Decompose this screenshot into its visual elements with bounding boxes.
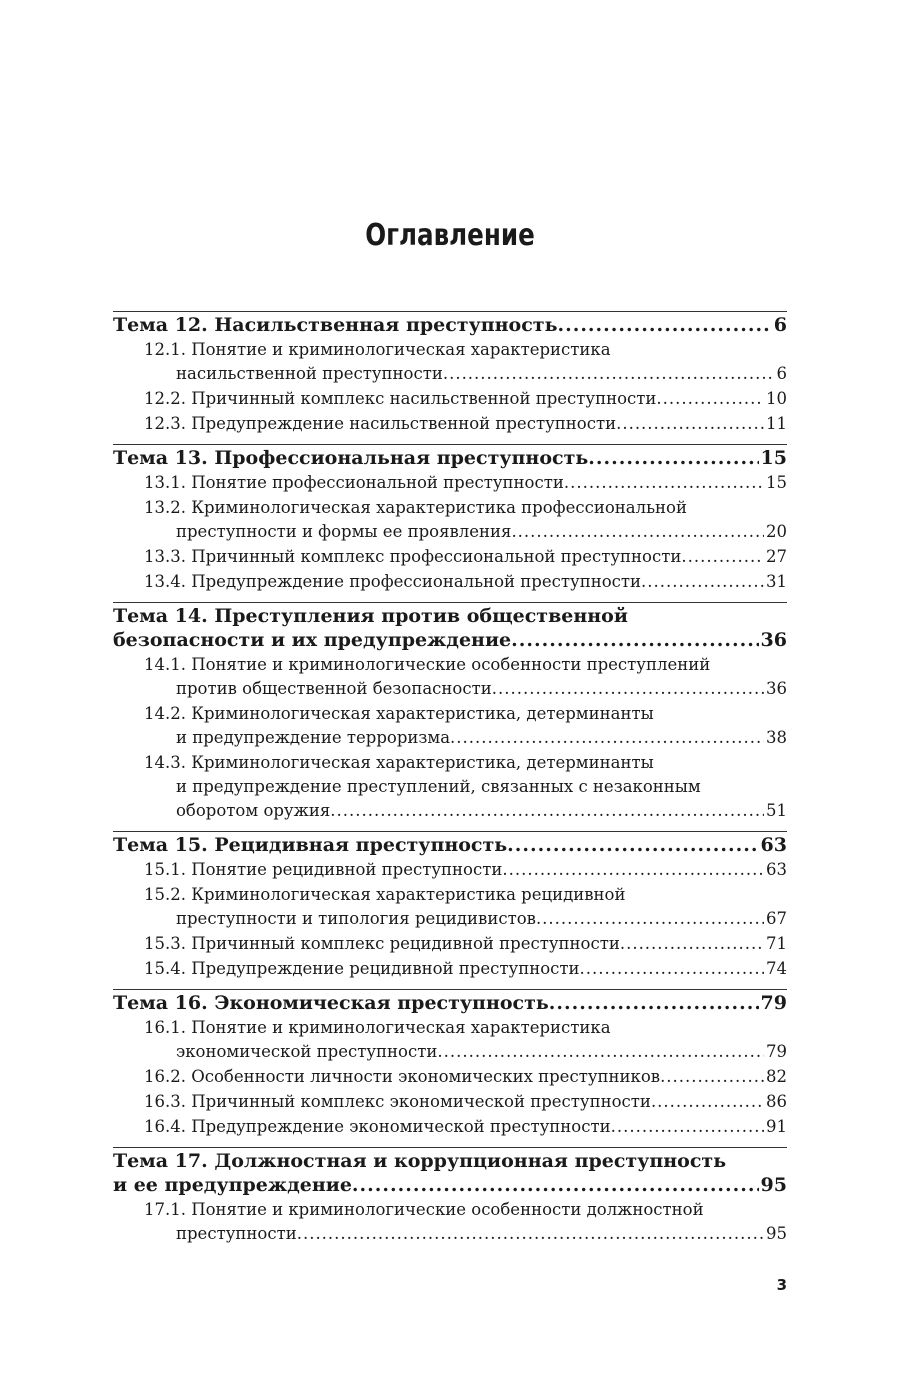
dot-leader <box>620 932 764 956</box>
dot-leader <box>437 1040 764 1064</box>
toc-page-number: 51 <box>766 801 787 820</box>
toc-entry-text: 15.4. Предупреждение рецидивной преступности <box>144 959 580 978</box>
toc-page-number: 63 <box>766 860 787 879</box>
toc-subtopic-entry[interactable] <box>113 1115 787 1139</box>
toc-subtopic-entry[interactable] <box>113 1016 787 1064</box>
toc-entry-text: Тема 12. Насильственная преступность <box>113 314 558 336</box>
toc-section <box>113 831 787 981</box>
toc-entry-text: 17.1. Понятие и криминологические особенности должностной <box>144 1200 704 1219</box>
toc-page-number: 71 <box>766 934 787 953</box>
toc-subtopic-entry[interactable] <box>113 751 787 823</box>
toc-entry-text: 13.3. Причинный комплекс профессиональной преступности <box>144 547 682 566</box>
dot-leader <box>557 313 771 337</box>
toc-entry-text: 12.1. Понятие и криминологическая характеристика <box>144 340 611 359</box>
toc-page-number: 15 <box>766 473 787 492</box>
toc-entry-text: безопасности и их предупреждение <box>113 629 512 651</box>
toc-page-number: 91 <box>766 1117 787 1136</box>
dot-leader <box>443 362 775 386</box>
toc-topic-entry[interactable] <box>113 604 787 652</box>
toc-topic-entry[interactable] <box>113 446 787 470</box>
toc-entry-text: 13.1. Понятие профессиональной преступности <box>144 473 564 492</box>
toc-entry-text: 16.1. Понятие и криминологическая характеристика <box>144 1018 611 1037</box>
dot-leader <box>641 570 764 594</box>
toc-subtopic-entry[interactable] <box>113 545 787 569</box>
toc-page-number: 82 <box>766 1067 787 1086</box>
toc-page-number: 6 <box>773 314 787 336</box>
toc-page-number: 10 <box>766 389 787 408</box>
toc-entry-text: 14.2. Криминологическая характеристика, детерминанты <box>144 704 654 723</box>
toc-entry-text: Тема 16. Экономическая преступность <box>113 992 549 1014</box>
toc-page-number: 67 <box>766 909 787 928</box>
dot-leader <box>502 858 764 882</box>
toc-entry-text: преступности и типология рецидивистов <box>176 909 536 928</box>
toc-page-number: 74 <box>766 959 787 978</box>
toc-page-number: 63 <box>760 834 787 856</box>
toc-page-number: 6 <box>776 364 787 383</box>
dot-leader <box>660 1065 764 1089</box>
dot-leader <box>681 545 764 569</box>
dot-leader <box>511 520 764 544</box>
page-title: Оглавление <box>365 218 535 253</box>
dot-leader <box>611 1115 764 1139</box>
toc-subtopic-entry[interactable] <box>113 957 787 981</box>
dot-leader <box>507 833 758 857</box>
toc-section <box>113 989 787 1139</box>
toc-entry-text: 16.3. Причинный комплекс экономической преступности <box>144 1092 651 1111</box>
toc-topic-entry[interactable] <box>113 1149 787 1197</box>
dot-leader <box>580 957 765 981</box>
toc-entry-text: Тема 15. Рецидивная преступность <box>113 834 508 856</box>
toc-entry-text: 14.1. Понятие и криминологические особенности преступлений <box>144 655 711 674</box>
toc-page-number: 36 <box>766 679 787 698</box>
toc-entry-text: 15.1. Понятие рецидивной преступности <box>144 860 503 879</box>
toc-entry-text: и предупреждение преступлений, связанных с незаконным <box>176 777 701 796</box>
dot-leader <box>549 991 759 1015</box>
toc-entry-text: Тема 17. Должностная и коррупционная преступность <box>113 1150 727 1172</box>
toc-page-number: 95 <box>760 1174 787 1196</box>
toc-subtopic-entry[interactable] <box>113 1065 787 1089</box>
table-of-contents <box>113 311 787 1254</box>
toc-page-number: 20 <box>766 522 787 541</box>
dot-leader <box>450 726 764 750</box>
toc-entry-text: 14.3. Криминологическая характеристика, детерминанты <box>144 753 654 772</box>
toc-subtopic-entry[interactable] <box>113 858 787 882</box>
toc-entry-text: экономической преступности <box>176 1042 438 1061</box>
toc-section <box>113 1147 787 1246</box>
dot-leader <box>564 471 764 495</box>
toc-page-number: 79 <box>760 992 787 1014</box>
dot-leader <box>616 412 764 436</box>
toc-page-number: 27 <box>766 547 787 566</box>
toc-entry-text: и ее предупреждение <box>113 1174 352 1196</box>
toc-entry-text: против общественной безопасности <box>176 679 492 698</box>
toc-subtopic-entry[interactable] <box>113 932 787 956</box>
toc-page-number: 38 <box>766 728 787 747</box>
toc-entry-text: преступности и формы ее проявления <box>176 522 512 541</box>
toc-subtopic-entry[interactable] <box>113 387 787 411</box>
toc-page-number: 31 <box>766 572 787 591</box>
dot-leader <box>297 1222 764 1246</box>
toc-subtopic-entry[interactable] <box>113 338 787 386</box>
toc-page-number: 86 <box>766 1092 787 1111</box>
toc-entry-text: 13.4. Предупреждение профессиональной преступности <box>144 572 641 591</box>
toc-entry-text: 13.2. Криминологическая характеристика профессиональной <box>144 498 687 517</box>
toc-page-number: 11 <box>766 414 787 433</box>
toc-entry-text: и предупреждение терроризма <box>176 728 451 747</box>
toc-subtopic-entry[interactable] <box>113 570 787 594</box>
dot-leader <box>651 1090 764 1114</box>
dot-leader <box>588 446 758 470</box>
dot-leader <box>330 799 764 823</box>
toc-subtopic-entry[interactable] <box>113 1198 787 1246</box>
toc-subtopic-entry[interactable] <box>113 653 787 701</box>
dot-leader <box>492 677 764 701</box>
toc-entry-text: 12.3. Предупреждение насильственной преступности <box>144 414 617 433</box>
toc-entry-text: оборотом оружия <box>176 801 331 820</box>
toc-topic-entry[interactable] <box>113 991 787 1015</box>
toc-topic-entry[interactable] <box>113 313 787 337</box>
toc-subtopic-entry[interactable] <box>113 412 787 436</box>
toc-entry-text: 16.2. Особенности личности экономических преступников <box>144 1067 661 1086</box>
toc-entry-text: 15.2. Криминологическая характеристика рецидивной <box>144 885 626 904</box>
toc-subtopic-entry[interactable] <box>113 496 787 544</box>
dot-leader <box>536 907 764 931</box>
toc-entry-text: 15.3. Причинный комплекс рецидивной преступности <box>144 934 620 953</box>
toc-entry-text: 12.2. Причинный комплекс насильственной преступности <box>144 389 657 408</box>
toc-page-number: 95 <box>766 1224 787 1243</box>
toc-entry-text: 16.4. Предупреждение экономической преступности <box>144 1117 611 1136</box>
toc-section <box>113 311 787 436</box>
toc-entry-text: Тема 14. Преступления против общественной <box>113 605 628 627</box>
toc-subtopic-entry[interactable] <box>113 1090 787 1114</box>
toc-page-number: 36 <box>760 629 787 651</box>
dot-leader <box>352 1173 759 1197</box>
toc-subtopic-entry[interactable] <box>113 883 787 931</box>
toc-subtopic-entry[interactable] <box>113 471 787 495</box>
toc-page-number: 79 <box>766 1042 787 1061</box>
toc-topic-entry[interactable] <box>113 833 787 857</box>
toc-page-number: 15 <box>760 447 787 469</box>
toc-section <box>113 602 787 823</box>
toc-entry-text: насильственной преступности <box>176 364 443 383</box>
toc-entry-text: Тема 13. Профессиональная преступность <box>113 447 589 469</box>
page-number: 3 <box>776 1276 787 1294</box>
dot-leader <box>511 628 758 652</box>
toc-subtopic-entry[interactable] <box>113 702 787 750</box>
toc-section <box>113 444 787 594</box>
toc-entry-text: преступности <box>176 1224 297 1243</box>
dot-leader <box>656 387 764 411</box>
